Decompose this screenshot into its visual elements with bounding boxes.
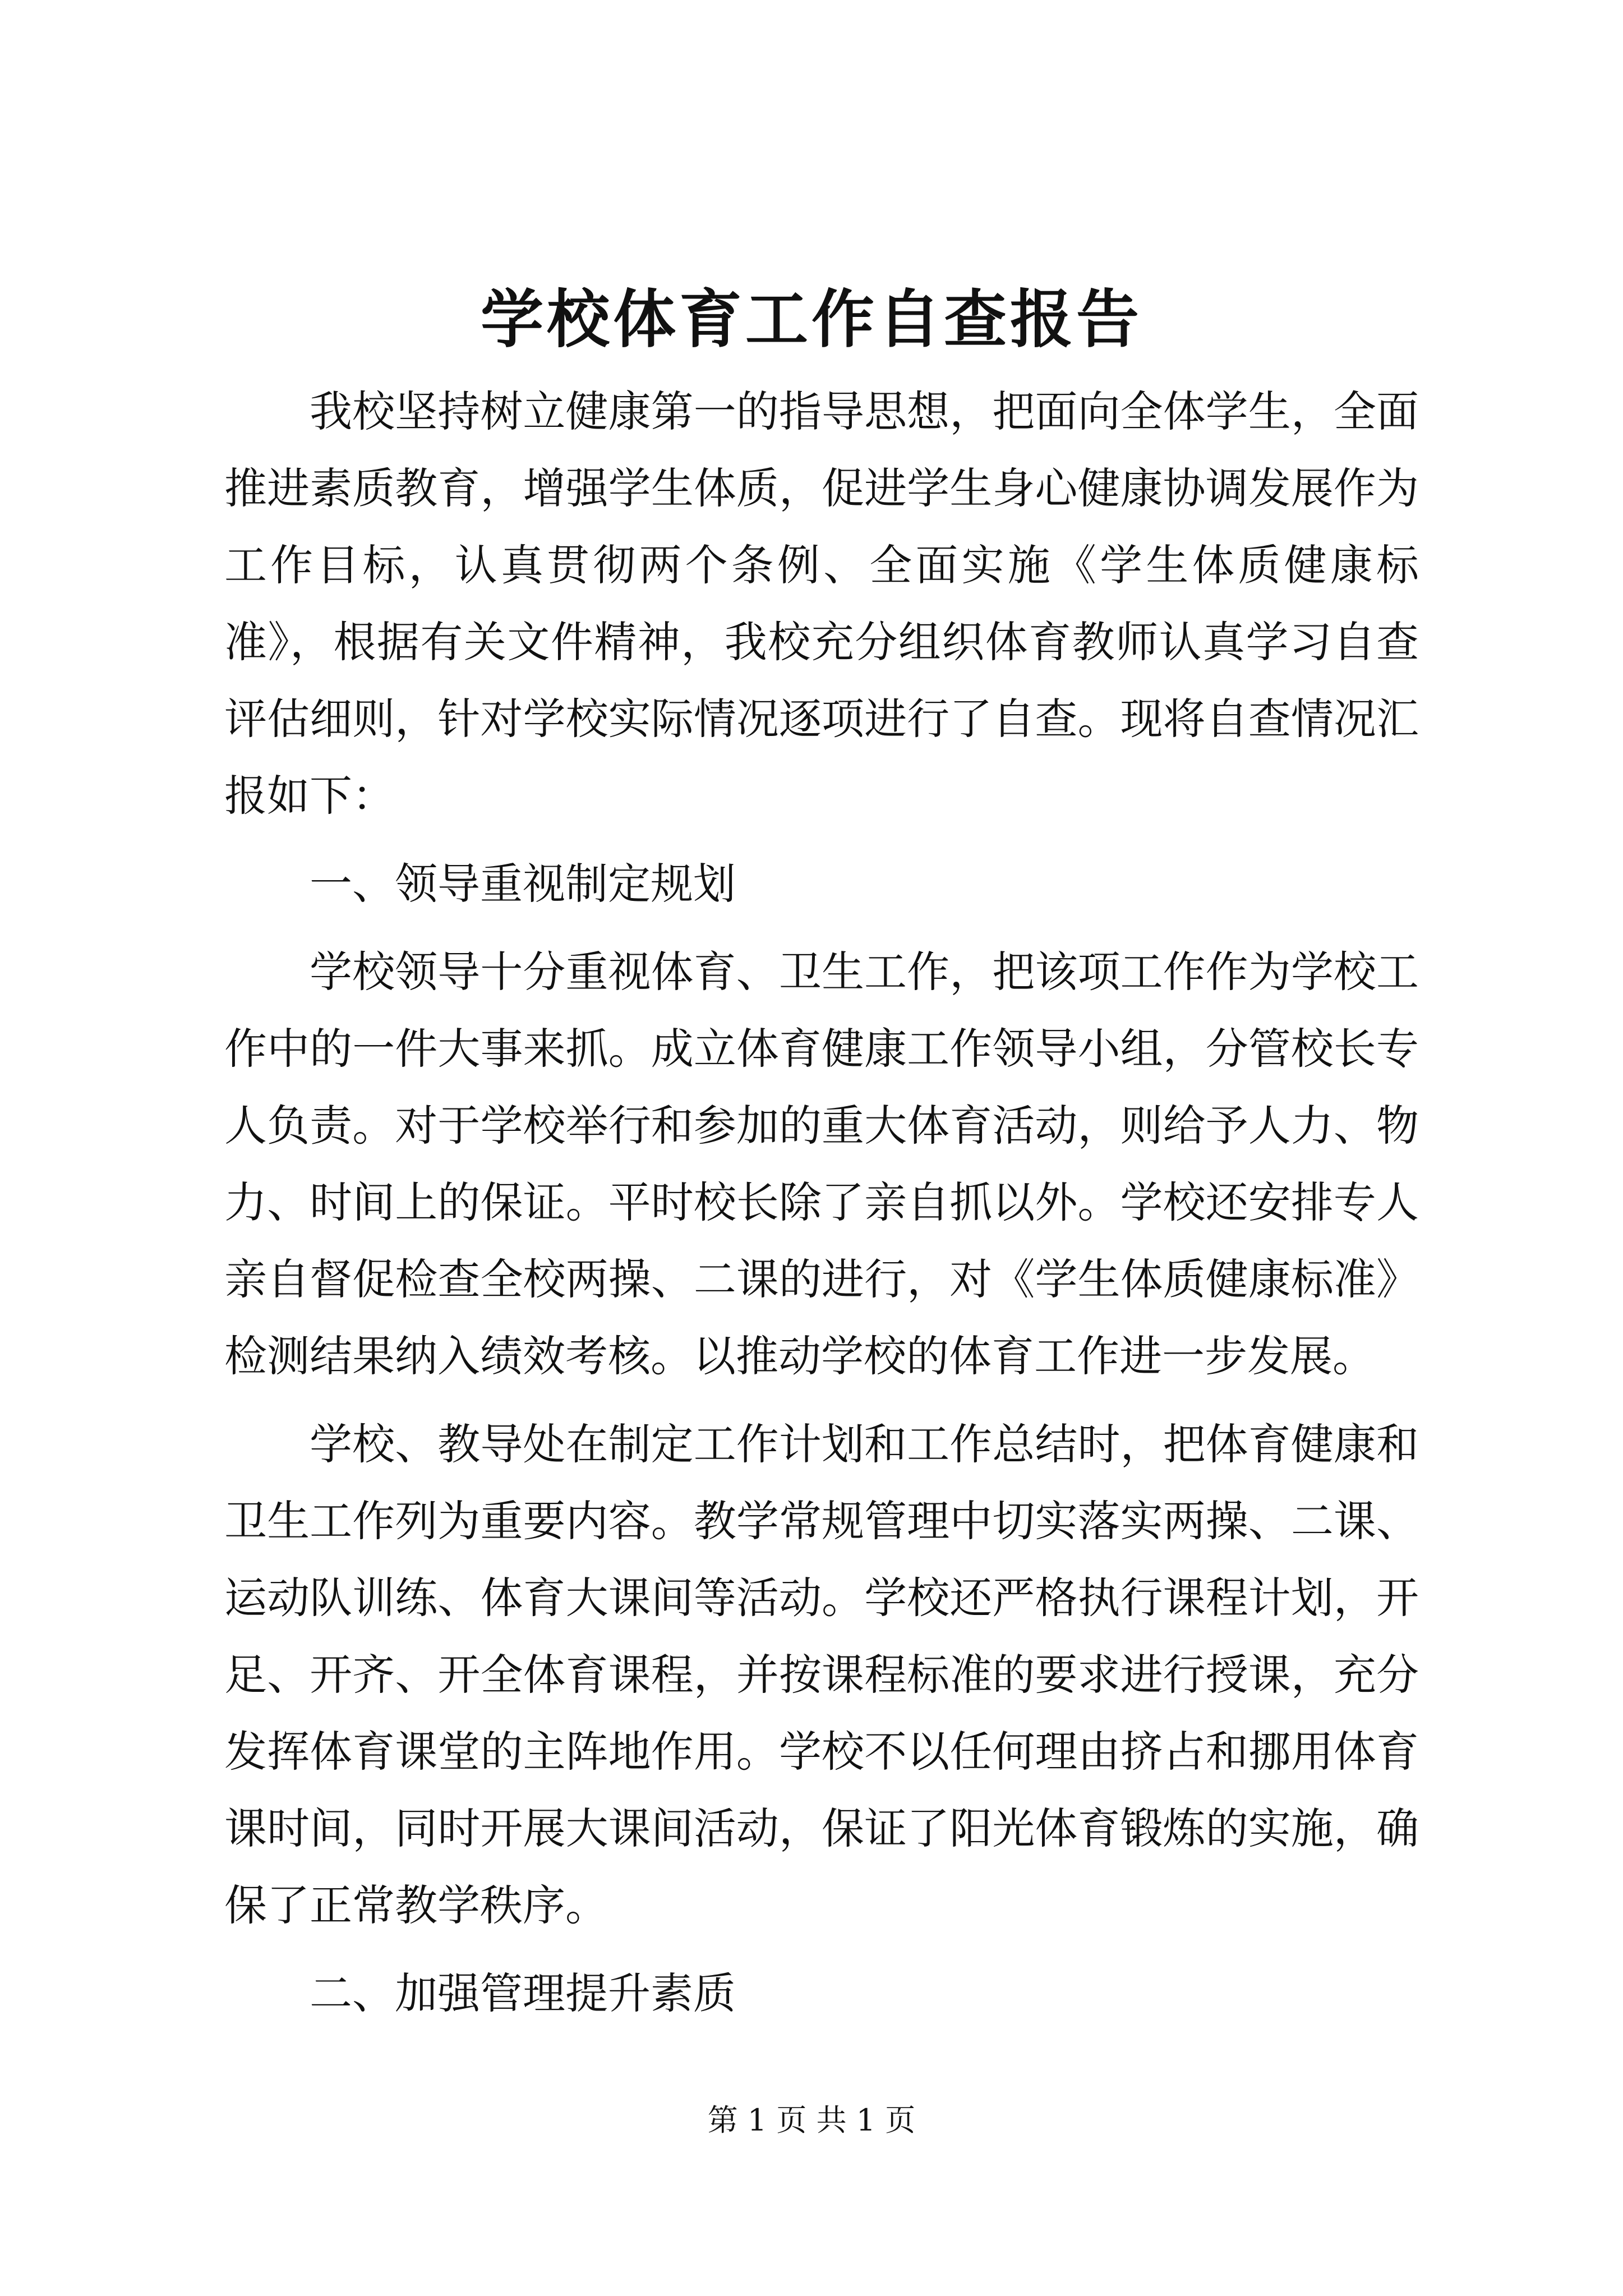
section-heading-2: 二、加强管理提升素质 [310, 1968, 736, 2018]
document-title: 学校体育工作自查报告 [481, 283, 1142, 356]
section-heading-1: 一、领导重视制定规划 [310, 859, 736, 909]
intro-paragraph: 我校坚持树立健康第一的指导思想，把面向全体学生，全面推进素质教育，增强学生体质，促进学生身心健康协调发展作为工作目标，认真贯彻两个条例、全面实施《学生体质健康标准》，根据有关文件精神，我校充分组织体育教师认真学习自查评估细则，针对学校实际情况逐项进行了自查。现将自查情况汇报如下： [224, 386, 1419, 821]
body-paragraph: 学校、教导处在制定工作计划和工作总结时，把体育健康和卫生工作列为重要内容。教学常规管理中切实落实两操、二课、运动队训练、体育大课间等活动。学校还严格执行课程计划，开足、开齐、开全体育课程，并按课程标准的要求进行授课，充分发挥体育课堂的主阵地作用。学校不以任何理由挤占和挪用体育课时间，同时开展大课间活动，保证了阳光体育锻炼的实施，确保了正常教学秩序。 [224, 1419, 1419, 1930]
body-paragraph: 学校领导十分重视体育、卫生工作，把该项工作作为学校工作中的一件大事来抓。成立体育健康工作领导小组，分管校长专人负责。对于学校举行和参加的重大体育活动，则给予人力、物力、时间上的保证。平时校长除了亲自抓以外。学校还安排专人亲自督促检查全校两操、二课的进行，对《学生体质健康标准》检测结果纳入绩效考核。以推动学校的体育工作进一步发展。 [224, 947, 1419, 1381]
page-footer: 第 1 页 共 1 页 [707, 2102, 916, 2138]
document-body [224, 373, 1419, 2032]
